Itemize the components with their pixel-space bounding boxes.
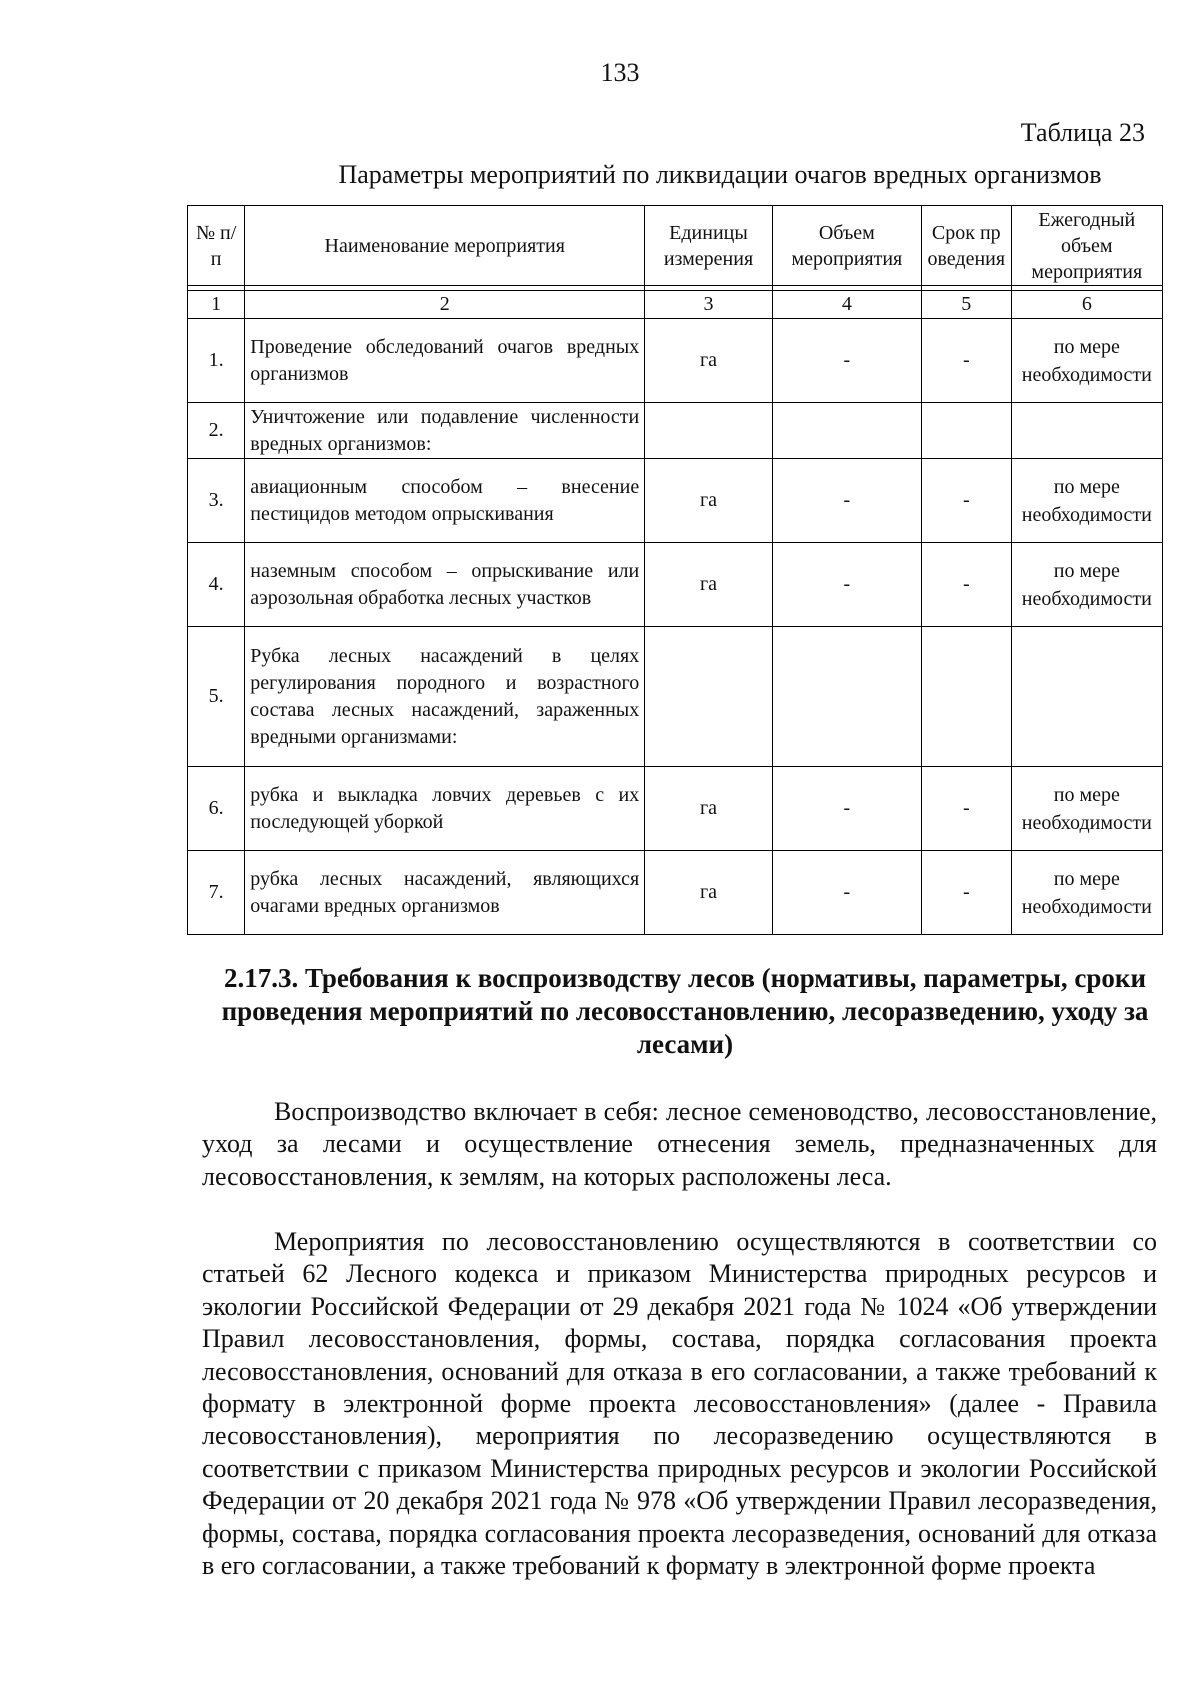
- table-header-row: [188, 206, 1163, 286]
- row-number: 5.: [188, 627, 245, 767]
- column-number: 3: [645, 291, 773, 319]
- measure-units: га: [645, 767, 773, 851]
- measure-name: рубка лесных насаждений, являющихся очагами вредных организмов: [245, 851, 645, 935]
- row-number: 2.: [188, 403, 245, 459]
- measure-name: Рубка лесных насаждений в целях регулирования породного и возрастного состава лесных насаждений, зараженных вредными организмами:: [245, 627, 645, 767]
- section-heading: 2.17.3. Требования к воспроизводству лесов (нормативы, параметры, сроки проведения мероприятий по лесовосстановлению, лесоразведению, уходу за лесами): [221, 963, 1149, 1059]
- header-volume: Объем мероприятия: [772, 206, 921, 286]
- measure-units: га: [645, 851, 773, 935]
- measure-volume: -: [772, 543, 921, 627]
- row-number: 4.: [188, 543, 245, 627]
- table-row: [188, 627, 1163, 767]
- table-row: [188, 459, 1163, 543]
- measure-units: га: [645, 319, 773, 403]
- measure-units: га: [645, 459, 773, 543]
- measure-annual: по мере необходимости: [1011, 767, 1162, 851]
- row-number: 3.: [188, 459, 245, 543]
- measure-volume: -: [772, 319, 921, 403]
- column-number: 5: [921, 291, 1011, 319]
- measure-units: [645, 403, 773, 459]
- measure-annual: [1011, 403, 1162, 459]
- measure-volume: [772, 403, 921, 459]
- column-number: 1: [188, 291, 245, 319]
- measures-table: [187, 205, 1163, 935]
- measure-volume: [772, 627, 921, 767]
- measure-name: Уничтожение или подавление численности вредных организмов:: [245, 403, 645, 459]
- column-number: 2: [245, 291, 645, 319]
- measure-name: наземным способом – опрыскивание или аэрозольная обработка лесных участков: [245, 543, 645, 627]
- measure-term: -: [921, 851, 1011, 935]
- measure-volume: -: [772, 851, 921, 935]
- measure-annual: по мере необходимости: [1011, 543, 1162, 627]
- table-row: [188, 543, 1163, 627]
- column-number: 6: [1011, 291, 1162, 319]
- measure-volume: -: [772, 767, 921, 851]
- row-number: 7.: [188, 851, 245, 935]
- header-term: Срок проведения: [921, 206, 1011, 286]
- header-name: Наименование мероприятия: [245, 206, 645, 286]
- measure-term: [921, 627, 1011, 767]
- measure-name: авиационным способом – внесение пестицидов методом опрыскивания: [245, 459, 645, 543]
- measure-term: -: [921, 459, 1011, 543]
- header-num: № п/п: [188, 206, 245, 286]
- measure-annual: по мере необходимости: [1011, 851, 1162, 935]
- column-number-row: [188, 291, 1163, 319]
- measure-term: -: [921, 543, 1011, 627]
- measure-annual: по мере необходимости: [1011, 459, 1162, 543]
- measure-units: [645, 627, 773, 767]
- measure-volume: -: [772, 459, 921, 543]
- measure-units: га: [645, 543, 773, 627]
- table-row: [188, 403, 1163, 459]
- header-units: Единицы измерения: [645, 206, 773, 286]
- measure-annual: [1011, 627, 1162, 767]
- table-row: [188, 767, 1163, 851]
- table-body: [188, 286, 1163, 935]
- column-number: 4: [772, 291, 921, 319]
- table-row: [188, 319, 1163, 403]
- measure-name: Проведение обследований очагов вредных организмов: [245, 319, 645, 403]
- measure-annual: по мере необходимости: [1011, 319, 1162, 403]
- page-number: 133: [600, 58, 640, 87]
- measure-name: рубка и выкладка ловчих деревьев с их последующей уборкой: [245, 767, 645, 851]
- measure-term: [921, 403, 1011, 459]
- row-number: 6.: [188, 767, 245, 851]
- table-title: Параметры мероприятий по ликвидации очагов вредных организмов: [338, 160, 1102, 189]
- body-paragraph: Воспроизводство включает в себя: лесное семеноводство, лесовосстановление, уход за лесами и осуществление отнесения земель, предназначенных для лесовосстановления, к землям, на которых расположены леса.: [202, 1097, 1157, 1191]
- measure-term: -: [921, 767, 1011, 851]
- table-label: Таблица 23: [1020, 118, 1145, 147]
- table-row: [188, 851, 1163, 935]
- row-number: 1.: [188, 319, 245, 403]
- measure-term: -: [921, 319, 1011, 403]
- header-annual: Ежегодный объем мероприятия: [1011, 206, 1162, 286]
- body-paragraph: Мероприятия по лесовосстановлению осуществляются в соответствии со статьей 62 Лесного кодекса и приказом Министерства природных ресурсов и экологии Российской Федерации от 29 декабря 2021 года № 1024 «Об утверждении Правил лесовосстановления, формы, состава, порядка согласования проекта лесовосстановления, оснований для отказа в его согласовании, а также требований к формату в электронной форме проекта лесовосстановления» (далее - Правила лесовосстановления), мероприятия по лесоразведению осуществляются в соответствии с приказом Министерства природных ресурсов и экологии Российской Федерации от 20 декабря 2021 года № 978 «Об утверждении Правил лесоразведения, формы, состава, порядка согласования проекта лесоразведения, оснований для отказа в его согласовании, а также требований к формату в электронной форме проекта: [202, 1227, 1157, 1581]
